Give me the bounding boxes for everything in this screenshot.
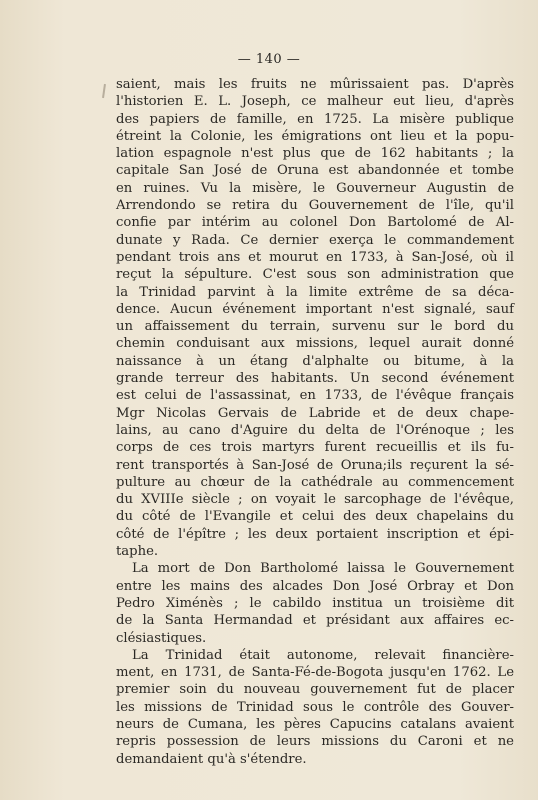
text-line: Mgr Nicolas Gervais de Labride et de deux chape- (116, 405, 514, 421)
page-number: — 140 — (237, 52, 301, 67)
text-line: côté de l'épître ; les deux portaient inscription et épi- (116, 526, 514, 542)
text-line: du côté de l'Evangile et celui des deux chapelains du (116, 509, 514, 525)
body-text (116, 76, 514, 768)
text-line: confie par intérim au colonel Don Bartolomé de Al- (116, 215, 514, 231)
text-line: ment, en 1731, de Santa-Fé-de-Bogota jusqu'en 1762. Le (116, 665, 514, 681)
text-line: La Trinidad était autonome, relevait financière- (132, 647, 514, 663)
paragraph-1 (116, 76, 514, 560)
text-line: reçut la sépulture. C'est sous son administration que (116, 267, 514, 283)
text-line: un affaissement du terrain, survenu sur le bord du (116, 319, 514, 335)
text-line: est celui de l'assassinat, en 1733, de l'évêque français (116, 388, 514, 404)
text-line: Pedro Ximénès ; le cabildo institua un troisième dit (116, 595, 514, 611)
text-line: capitale San José de Oruna est abandonnée et tombe (116, 163, 514, 179)
text-line: Arrendondo se retira du Gouvernement de l'île, qu'il (116, 198, 514, 214)
text-line: pulture au chœur de la cathédrale au commencement (116, 474, 514, 490)
text-line: grande terreur des habitants. Un second événement (116, 371, 514, 387)
text-line: dunate y Rada. Ce dernier exerça le commandement (116, 232, 514, 248)
text-line: rent transportés à San-José de Oruna;ils reçurent la sé- (116, 457, 514, 473)
text-line: pendant trois ans et mourut en 1733, à San-José, où il (116, 249, 514, 265)
text-line: des papiers de famille, en 1725. La misère publique (116, 111, 514, 127)
paragraph-3 (116, 647, 514, 768)
text-line: la Trinidad parvint à la limite extrême de sa déca- (116, 284, 514, 300)
text-line: entre les mains des alcades Don José Orbray et Don (116, 578, 514, 594)
text-line: lains, au cano d'Aguire du delta de l'Orénoque ; les (116, 422, 514, 438)
text-line: lation espagnole n'est plus que de 162 habitants ; la (116, 146, 514, 162)
text-line: chemin conduisant aux missions, lequel aurait donné (116, 336, 514, 352)
text-line: en ruines. Vu la misère, le Gouverneur Augustin de (116, 180, 514, 196)
text-line: du XVIIIe siècle ; on voyait le sarcophage de l'évêque, (116, 492, 514, 508)
text-line: étreint la Colonie, les émigrations ont lieu et la popu- (116, 128, 514, 144)
text-line: La mort de Don Bartholomé laissa le Gouvernement (132, 561, 514, 577)
text-line: clésiastiques. (116, 630, 207, 646)
text-line: l'historien E. L. Joseph, ce malheur eut lieu, d'après (116, 94, 514, 110)
pencil-mark (102, 84, 106, 98)
text-line: premier soin du nouveau gouvernement fut de placer (116, 682, 514, 698)
text-line: dence. Aucun événement important n'est signalé, sauf (116, 301, 514, 317)
text-line: saient, mais les fruits ne mûrissaient pas. D'après (116, 77, 514, 92)
text-line: taphe. (116, 544, 159, 560)
text-line: repris possession de leurs missions du Caroni et ne (116, 734, 514, 750)
paragraph-2 (116, 560, 514, 646)
text-line: demandaient qu'à s'étendre. (116, 751, 307, 767)
text-line: les missions de Trinidad sous le contrôle des Gouver- (116, 699, 514, 715)
text-line: corps de ces trois martyrs furent recueillis et ils fu- (116, 440, 514, 456)
text-line: neurs de Cumana, les pères Capucins catalans avaient (116, 716, 514, 732)
text-line: naissance à un étang d'alphalte ou bitume, à la (116, 353, 514, 369)
text-line: de la Santa Hermandad et présidant aux affaires ec- (116, 613, 514, 629)
